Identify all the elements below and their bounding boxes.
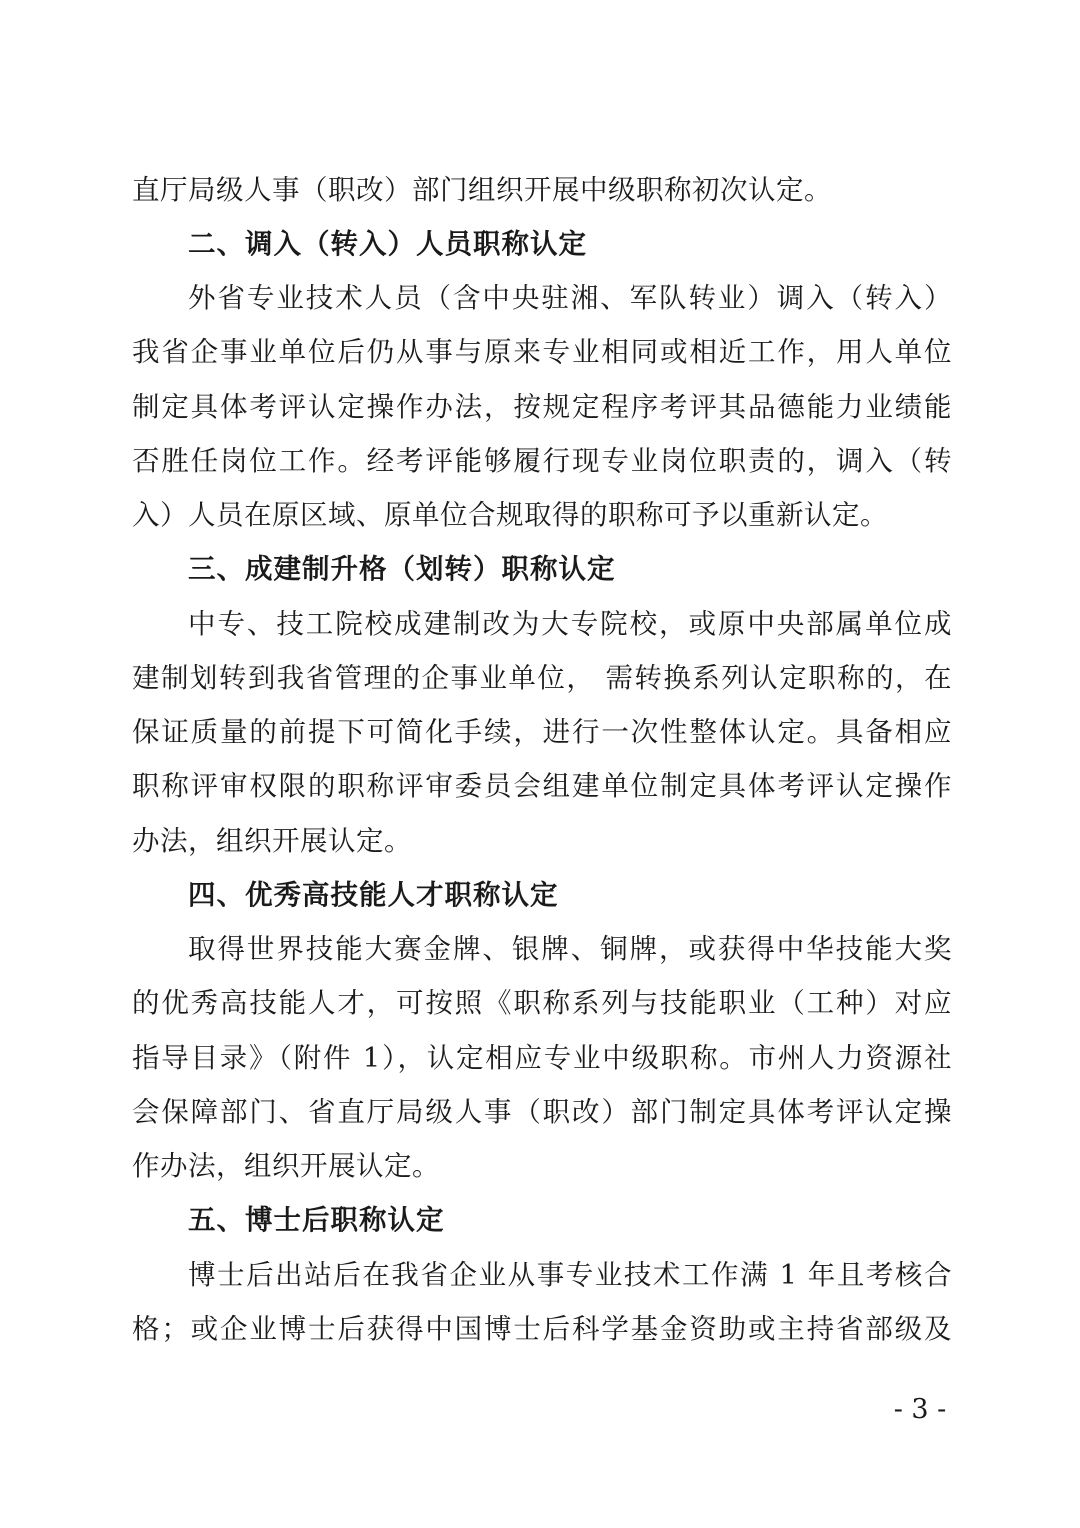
paragraph-line: 博士后出站后在我省企业从事专业技术工作满 1 年且考核合 xyxy=(188,1259,952,1291)
paragraph-line: 职称评审权限的职称评审委员会组建单位制定具体考评认定操作 xyxy=(132,770,952,802)
section-heading-5: 五、博士后职称认定 xyxy=(188,1204,445,1236)
paragraph-line: 直厅局级人事（职改）部门组织开展中级职称初次认定。 xyxy=(132,174,832,206)
paragraph-line: 建制划转到我省管理的企事业单位， 需转换系列认定职称的，在 xyxy=(132,662,952,694)
section-heading-2: 二、调入（转入）人员职称认定 xyxy=(188,228,587,260)
paragraph-line: 作办法，组织开展认定。 xyxy=(132,1150,440,1182)
paragraph-line: 否胜任岗位工作。经考评能够履行现专业岗位职责的，调入（转 xyxy=(132,445,952,477)
paragraph-line: 指导目录》（附件 1），认定相应专业中级职称。市州人力资源社 xyxy=(132,1042,952,1074)
paragraph-line: 办法，组织开展认定。 xyxy=(132,825,412,857)
paragraph-line: 中专、技工院校成建制改为大专院校，或原中央部属单位成 xyxy=(188,608,952,640)
paragraph-line: 格；或企业博士后获得中国博士后科学基金资助或主持省部级及 xyxy=(132,1313,952,1345)
paragraph-line: 入）人员在原区域、原单位合规取得的职称可予以重新认定。 xyxy=(132,499,888,531)
paragraph-line: 制定具体考评认定操作办法，按规定程序考评其品德能力业绩能 xyxy=(132,391,952,423)
paragraph-line: 我省企事业单位后仍从事与原来专业相同或相近工作，用人单位 xyxy=(132,336,952,368)
section-heading-3: 三、成建制升格（划转）职称认定 xyxy=(188,553,616,585)
paragraph-line: 取得世界技能大赛金牌、银牌、铜牌，或获得中华技能大奖 xyxy=(188,933,952,965)
paragraph-line: 保证质量的前提下可简化手续，进行一次性整体认定。具备相应 xyxy=(132,716,952,748)
paragraph-line: 的优秀高技能人才，可按照《职称系列与技能职业（工种）对应 xyxy=(132,987,952,1019)
paragraph-line: 会保障部门、省直厅局级人事（职改）部门制定具体考评认定操 xyxy=(132,1096,952,1128)
page-number: - 3 - xyxy=(893,1394,947,1425)
paragraph-line: 外省专业技术人员（含中央驻湘、军队转业）调入（转入） xyxy=(188,282,952,314)
section-heading-4: 四、优秀高技能人才职称认定 xyxy=(188,879,559,911)
